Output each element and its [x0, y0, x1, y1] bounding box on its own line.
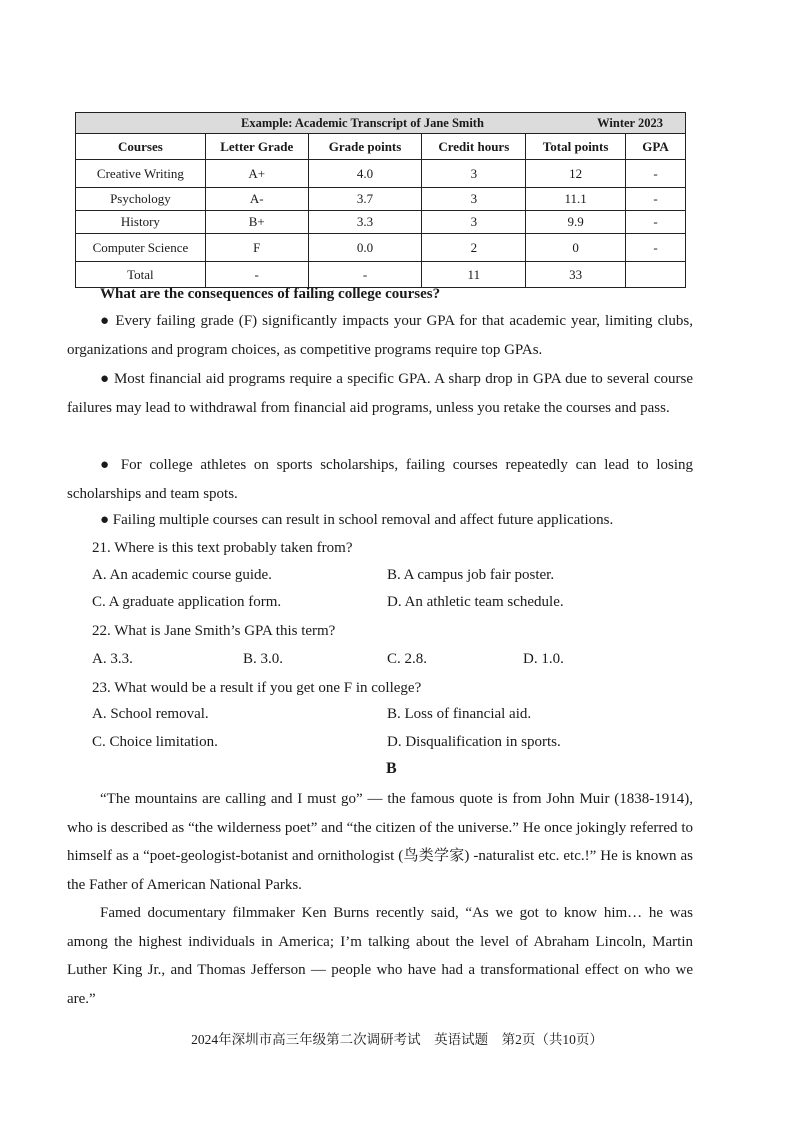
table-cell: A-	[205, 188, 308, 211]
table-cell: 33	[526, 262, 626, 288]
table-cell: 12	[526, 160, 626, 188]
table-cell	[626, 262, 686, 288]
table-cell: 3.3	[308, 211, 422, 234]
table-row	[76, 188, 686, 211]
table-cell: -	[626, 211, 686, 234]
answer-option: B. Loss of financial aid.	[387, 706, 532, 722]
column-header: Credit hours	[422, 134, 526, 160]
transcript-table	[75, 112, 686, 288]
table-cell: -	[626, 160, 686, 188]
table-cell: History	[76, 211, 206, 234]
bullet-paragraph: ● Failing multiple courses can result in school removal and affect future applications.	[100, 512, 614, 528]
bullet-paragraph: ● Most financial aid programs require a specific GPA. A sharp drop in GPA due to several course failures may lead to withdrawal from financial aid programs, unless you retake the courses and pass.	[67, 371, 693, 416]
answer-option: B. 3.0.	[243, 651, 284, 667]
table-cell: 3	[422, 160, 526, 188]
table-cell: 11	[422, 262, 526, 288]
column-header: Grade points	[308, 134, 422, 160]
table-cell: 3.7	[308, 188, 422, 211]
table-cell: 3	[422, 211, 526, 234]
table-cell: 9.9	[526, 211, 626, 234]
column-header: Letter Grade	[205, 134, 308, 160]
column-header: Courses	[76, 134, 206, 160]
section-letter: B	[386, 760, 397, 777]
answer-option: C. 2.8.	[387, 651, 428, 667]
table-row	[76, 234, 686, 262]
question-stem: 22. What is Jane Smith’s GPA this term?	[92, 623, 336, 639]
page-footer: 2024年深圳市高三年级第二次调研考试 英语试题 第2页（共10页）	[191, 1032, 603, 1047]
bullet-paragraph: ● Every failing grade (F) significantly impacts your GPA for that academic year, limiting clubs, organizations and program choices, as competitive programs require top GPAs.	[67, 313, 693, 358]
passage-paragraph: Famed documentary filmmaker Ken Burns recently said, “As we got to know him… he was among the highest individuals in America; I’m talking about the level of Abraham Lincoln, Martin Luther King Jr., and Thomas Jefferson — people who have had a transformational effect on who we are.”	[67, 905, 693, 1007]
passage-paragraph: “The mountains are calling and I must go” — the famous quote is from John Muir (1838-1914), who is described as “the wilderness poet” and “the citizen of the universe.” He once jokingly referred to himself as a “poet-geologist-botanist and ornithologist (鸟类学家) -naturalist etc. etc.!” He is known as the Father of American National Parks.	[67, 791, 693, 893]
answer-option: B. A campus job fair poster.	[387, 567, 555, 583]
table-cell: 3	[422, 188, 526, 211]
answer-option: A. 3.3.	[92, 651, 133, 667]
table-cell: Creative Writing	[76, 160, 206, 188]
table-cell: -	[626, 188, 686, 211]
answer-option: A. School removal.	[92, 706, 209, 722]
table-cell: -	[626, 234, 686, 262]
table-row	[76, 211, 686, 234]
table-row	[76, 160, 686, 188]
table-cell: Psychology	[76, 188, 206, 211]
answer-option: D. Disqualification in sports.	[387, 734, 561, 750]
table-cell: 0	[526, 234, 626, 262]
table-cell: -	[205, 262, 308, 288]
table-cell: B+	[205, 211, 308, 234]
answer-option: C. A graduate application form.	[92, 594, 282, 610]
answer-option: D. 1.0.	[523, 651, 564, 667]
bullet-paragraph: ● For college athletes on sports scholarships, failing courses repeatedly can lead to losing scholarships and team spots.	[67, 457, 693, 502]
table-caption-row	[76, 113, 686, 134]
table-cell: 11.1	[526, 188, 626, 211]
table-term: Winter 2023	[597, 116, 663, 130]
answer-option: D. An athletic team schedule.	[387, 594, 564, 610]
table-cell: 0.0	[308, 234, 422, 262]
answer-option: C. Choice limitation.	[92, 734, 218, 750]
table-cell: -	[308, 262, 422, 288]
table-cell: 4.0	[308, 160, 422, 188]
table-header-row	[76, 134, 686, 160]
column-header: GPA	[626, 134, 686, 160]
table-cell: 2	[422, 234, 526, 262]
column-header: Total points	[526, 134, 626, 160]
question-stem: 23. What would be a result if you get one F in college?	[92, 680, 422, 696]
consequences-heading: What are the consequences of failing college courses?	[100, 286, 441, 302]
answer-option: A. An academic course guide.	[92, 567, 272, 583]
table-cell: A+	[205, 160, 308, 188]
question-stem: 21. Where is this text probably taken from?	[92, 540, 353, 556]
table-caption: Example: Academic Transcript of Jane Smith	[241, 116, 484, 130]
table-cell: Total	[76, 262, 206, 288]
table-cell: Computer Science	[76, 234, 206, 262]
table-cell: F	[205, 234, 308, 262]
